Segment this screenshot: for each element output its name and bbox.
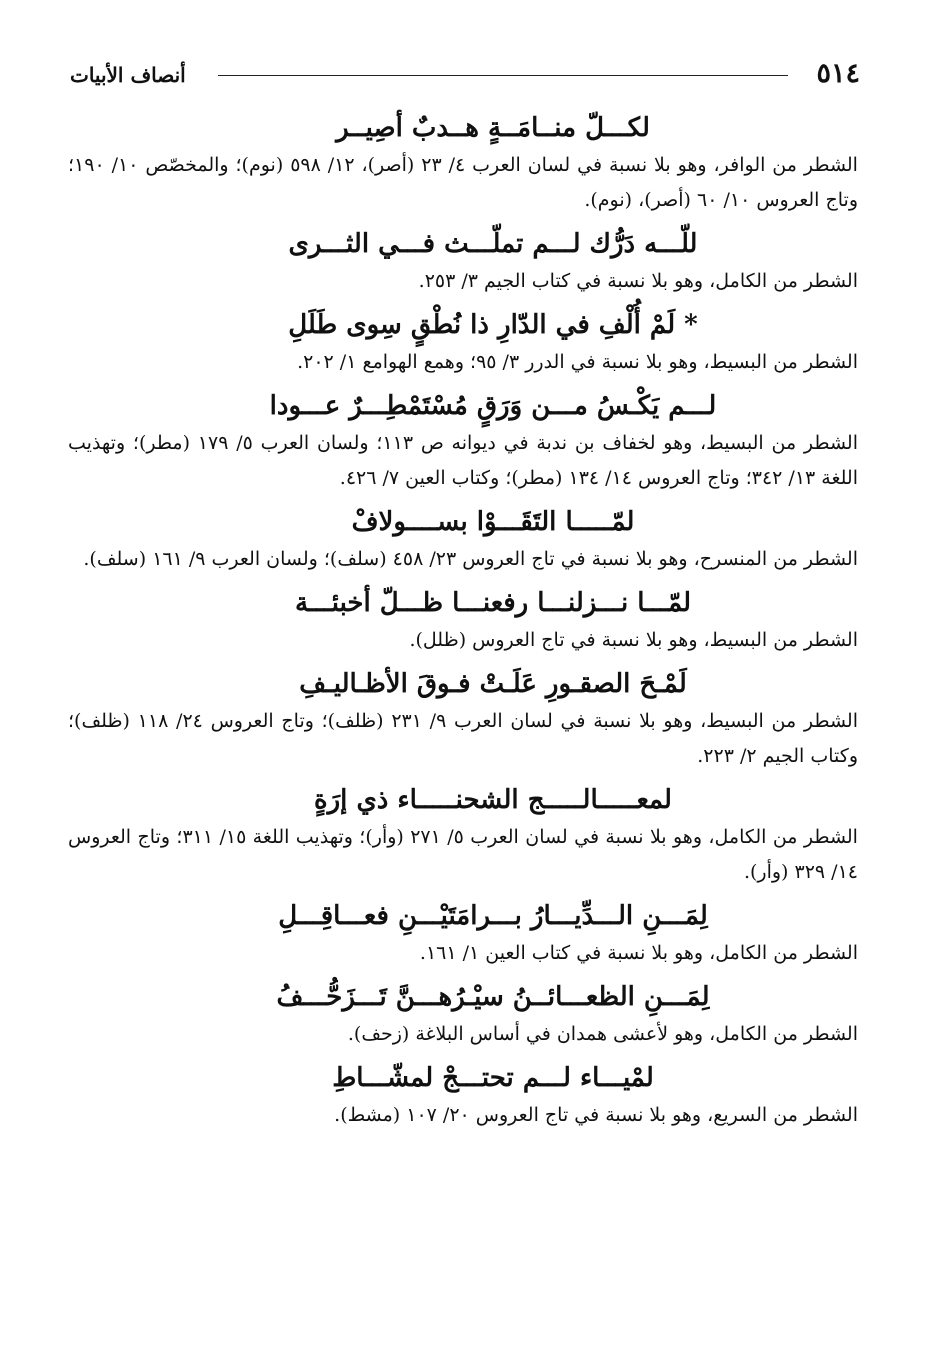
- entry: [68, 1058, 858, 1139]
- entry: [68, 583, 858, 664]
- entries-list: [68, 108, 858, 1139]
- entry: [68, 977, 858, 1058]
- entry: [68, 108, 858, 224]
- half-verse: لـــم يَكْـسُ مـــن وَرَقٍ مُسْتَمْطِـــرٌ عـــودا: [269, 391, 717, 421]
- entry: [68, 896, 858, 977]
- entry: [68, 386, 858, 502]
- header-rule: [218, 75, 788, 76]
- page-number: ٥١٤: [816, 58, 860, 89]
- entry: [68, 664, 858, 780]
- half-verse: لكـــلّ منــامَــةٍ هــدبٌ أصِيــر: [336, 113, 650, 143]
- half-verse: لِمَـــنِ الـــدِّيـــارُ بـــرامَتَيْـــنِ فعـــاقِـــلِ: [278, 901, 708, 931]
- entry: [68, 780, 858, 896]
- half-verse: * لَمْ أُلْفِ في الدّارِ ذا نُطْقٍ سِوى طَلَلِ: [288, 310, 698, 340]
- entry: [68, 502, 858, 583]
- half-verse: لمعـــــالـــــج الشحنـــــاء ذي إرَةٍ: [314, 785, 672, 815]
- verse-note: الشطر من السريع، وهو بلا نسبة في تاج العروس ٢٠/ ١٠٧ (مشط).: [334, 1104, 858, 1126]
- verse-note: الشطر من البسيط، وهو بلا نسبة في لسان العرب ٩/ ٢٣١ (ظلف)؛ وتاج العروس ٢٤/ ١١٨ (ظلف)؛ وكتاب الجيم ٢/ ٢٢٣.: [68, 710, 858, 767]
- entry: [68, 305, 858, 386]
- half-verse: لمّـــــا التَقَـــوْا بســــولافْ: [351, 507, 635, 537]
- verse-note: الشطر من الكامل، وهو بلا نسبة في كتاب العين ١/ ١٦١.: [419, 942, 858, 964]
- verse-note: الشطر من الكامل، وهو لأعشى همدان في أساس البلاغة (زحف).: [347, 1023, 858, 1045]
- page-header: [70, 56, 860, 96]
- half-verse: لمّـــا نـــزلنـــا رفعنـــا ظـــلّ أخبئـــة: [294, 588, 692, 618]
- half-verse: لمْيـــاء لـــم تحتـــجْ لمشّـــاطِ: [332, 1063, 654, 1093]
- verse-note: الشطر من المنسرح، وهو بلا نسبة في تاج العروس ٢٣/ ٤٥٨ (سلف)؛ ولسان العرب ٩/ ١٦١ (سلف).: [83, 548, 858, 570]
- verse-note: الشطر من الكامل، وهو بلا نسبة في كتاب الجيم ٣/ ٢٥٣.: [418, 270, 858, 292]
- verse-note: الشطر من الوافر، وهو بلا نسبة في لسان العرب ٤/ ٢٣ (أصر)، ١٢/ ٥٩٨ (نوم)؛ والمخصّص ١٠/ ١٩٠؛ وتاج العروس ١٠/ ٦٠ (أصر)، (نوم).: [68, 154, 858, 211]
- verse-note: الشطر من البسيط، وهو بلا نسبة في تاج العروس (ظلل).: [409, 629, 858, 651]
- verse-note: الشطر من البسيط، وهو لخفاف بن ندبة في ديوانه ص ١١٣؛ ولسان العرب ٥/ ١٧٩ (مطر)؛ وتهذيب اللغة ١٣/ ٣٤٢؛ وتاج العروس ١٤/ ١٣٤ (مطر)؛ وكتاب العين ٧/ ٤٢٦.: [68, 432, 858, 489]
- entry: [68, 224, 858, 305]
- verse-note: الشطر من الكامل، وهو بلا نسبة في لسان العرب ٥/ ٢٧١ (وأر)؛ وتهذيب اللغة ١٥/ ٣١١؛ وتاج العروس ١٤/ ٣٢٩ (وأر).: [68, 826, 858, 883]
- running-title: أنصاف الأبيات: [70, 63, 186, 87]
- half-verse: للّـــه دَرُّك لـــم تملّـــث فـــي الثـــرى: [288, 229, 698, 259]
- verse-note: الشطر من البسيط، وهو بلا نسبة في الدرر ٣/ ٩٥؛ وهمع الهوامع ١/ ٢٠٢.: [297, 351, 858, 373]
- half-verse: لِمَـــنِ الظعـــائــنُ سيْـرُهـــنَّ تَـــزَحُّـــفُ: [276, 982, 710, 1012]
- half-verse: لَمْـحَ الصقـورِ عَلَـتْ فـوقَ الأظـاليـفِ: [299, 669, 687, 699]
